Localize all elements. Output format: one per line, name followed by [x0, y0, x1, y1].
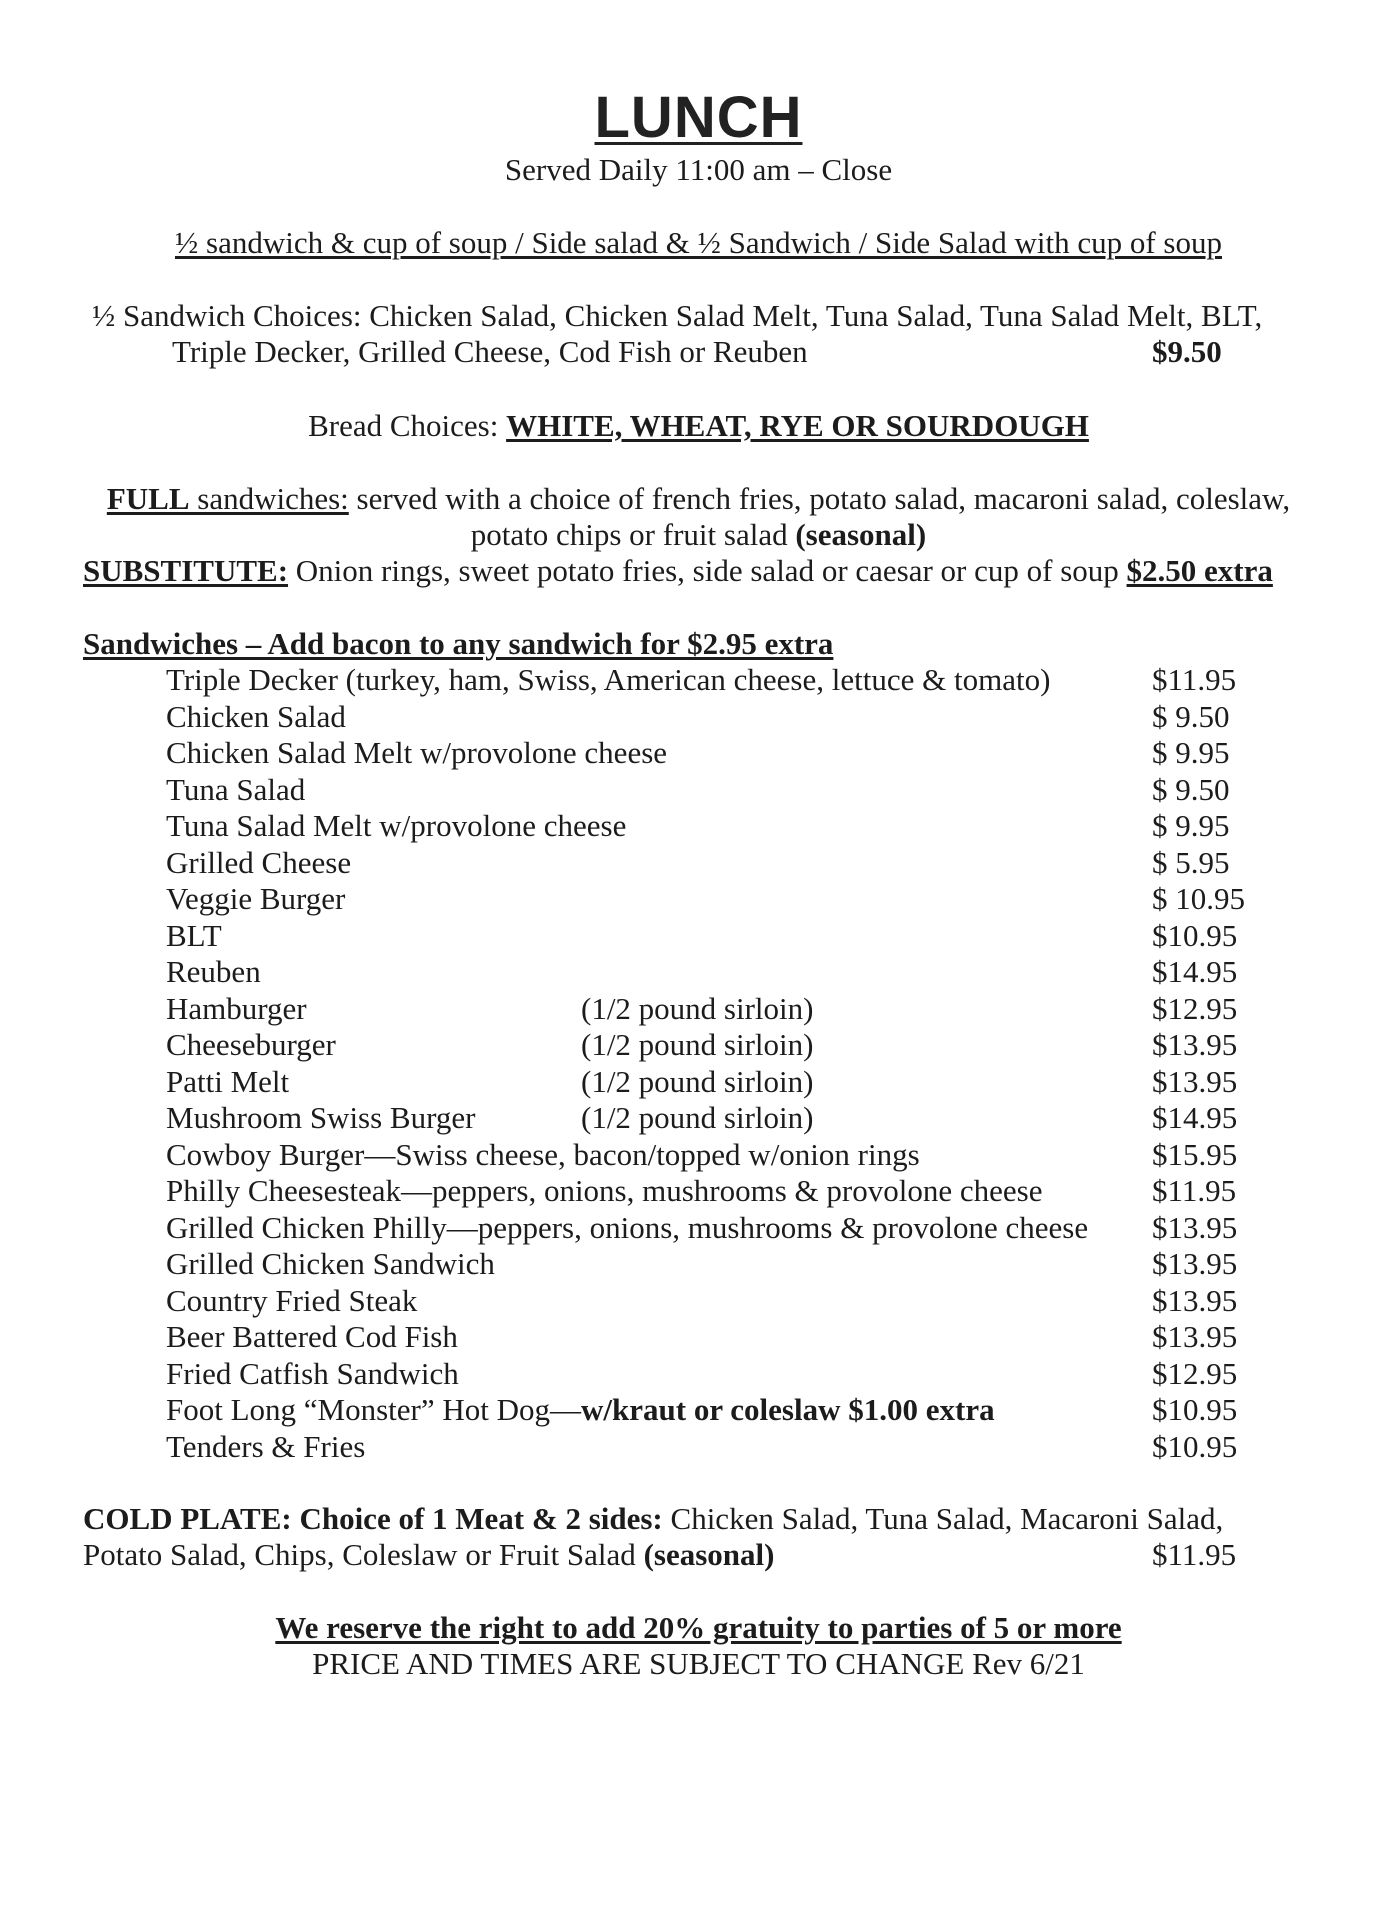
menu-item [166, 1392, 1246, 1428]
menu-item-name: Fried Catfish Sandwich [166, 1355, 459, 1391]
menu-item-price: $ 9.50 [1152, 698, 1230, 734]
half-sandwich-price: $9.50 [1152, 334, 1222, 369]
menu-item [166, 1100, 1246, 1136]
menu-item [166, 772, 1246, 808]
combo-line: ½ sandwich & cup of soup / Side salad & ½ Sandwich / Side Salad with cup of soup [175, 225, 1222, 260]
menu-item-name: Veggie Burger [166, 881, 346, 916]
menu-item [166, 808, 1246, 844]
menu-item-price: $ 9.95 [1152, 808, 1230, 843]
menu-item-price: $10.95 [1152, 917, 1238, 953]
menu-item-name: Cowboy Burger—Swiss cheese, bacon/topped w/onion rings [166, 1136, 920, 1172]
menu-item-price: $11.95 [1152, 662, 1237, 697]
menu-item [166, 954, 1246, 990]
gratuity-notice: We reserve the right to add 20% gratuity to parties of 5 or more [275, 1610, 1122, 1645]
seasonal-note: (seasonal) [795, 517, 927, 552]
menu-item-name: Reuben [166, 954, 261, 989]
menu-item-name: Mushroom Swiss Burger [166, 1100, 476, 1135]
cold-plate-line2: Potato Salad, Chips, Coleslaw or Fruit Salad (seasonal) [83, 1537, 775, 1572]
full-line1-text: served with a choice of french fries, potato salad, macaroni salad, coleslaw, [348, 481, 1291, 516]
full-sandwiches-line1 [0, 481, 1397, 517]
menu-item-name: Country Fried Steak [166, 1282, 418, 1318]
menu-item-price: $ 5.95 [1152, 844, 1230, 880]
disclaimer: PRICE AND TIMES ARE SUBJECT TO CHANGE Rev 6/21 [312, 1646, 1085, 1681]
page-title: LUNCH [594, 85, 803, 150]
menu-item-name: Patti Melt [166, 1063, 290, 1099]
full-label: FULL sandwiches: [106, 481, 349, 516]
menu-item-price: $13.95 [1152, 1027, 1238, 1062]
substitute-price: $2.50 extra [1126, 553, 1273, 588]
sandwiches-header: Sandwiches – Add bacon to any sandwich for $2.95 extra [83, 626, 834, 661]
menu-item-price: $10.95 [1152, 1392, 1238, 1427]
menu-item [166, 1356, 1246, 1392]
bread-choices [0, 408, 1397, 444]
menu-item-note: (1/2 pound sirloin) [581, 1063, 814, 1099]
menu-item-note: (1/2 pound sirloin) [581, 1100, 814, 1135]
menu-item-note: (1/2 pound sirloin) [581, 1027, 814, 1062]
menu-item-name: BLT [166, 917, 222, 953]
menu-item-price: $ 9.50 [1152, 771, 1230, 807]
menu-item [166, 1283, 1246, 1319]
menu-item-price: $13.95 [1152, 1246, 1238, 1281]
menu-item [166, 1246, 1246, 1282]
menu-item-price: $13.95 [1152, 1319, 1238, 1354]
menu-item [166, 881, 1246, 917]
menu-item [166, 1027, 1246, 1063]
menu-item-price: $13.95 [1152, 1282, 1238, 1318]
cold-plate-line1: COLD PLATE: Choice of 1 Meat & 2 sides: Chicken Salad, Tuna Salad, Macaroni Salad, [83, 1501, 1224, 1536]
menu-item-price: $14.95 [1152, 954, 1238, 989]
menu-item [166, 918, 1246, 954]
menu-item-price: $13.95 [1152, 1209, 1238, 1245]
menu-item [166, 699, 1246, 735]
menu-item-note: (1/2 pound sirloin) [581, 990, 814, 1026]
menu-item [166, 1064, 1246, 1100]
menu-item-name: Cheeseburger [166, 1027, 336, 1062]
menu-item-name: Beer Battered Cod Fish [166, 1319, 458, 1354]
gratuity-wrap [0, 1610, 1397, 1646]
menu-item-name: Tuna Salad Melt w/provolone cheese [166, 808, 627, 843]
half-sandwich-line2: Triple Decker, Grilled Cheese, Cod Fish or Reuben [172, 334, 808, 369]
substitute-line [83, 553, 1273, 589]
menu-item-name: Tuna Salad [166, 771, 306, 807]
menu-item [166, 735, 1246, 771]
substitute-label: SUBSTITUTE: [83, 553, 289, 588]
menu-item-price: $ 9.95 [1152, 735, 1230, 770]
menu-item-price: $10.95 [1152, 1428, 1238, 1464]
menu-item-name: Grilled Chicken Philly—peppers, onions, mushrooms & provolone cheese [166, 1209, 1089, 1245]
menu-item [166, 1429, 1246, 1465]
menu-item [166, 1319, 1246, 1355]
menu-item-price: $12.95 [1152, 990, 1238, 1026]
menu-item-name: Hamburger [166, 990, 307, 1026]
menu-item-price: $15.95 [1152, 1136, 1238, 1172]
menu-item-price: $13.95 [1152, 1063, 1238, 1099]
page-title-wrap [0, 84, 1397, 151]
menu-item-name: Philly Cheesesteak—peppers, onions, mushrooms & provolone cheese [166, 1173, 1043, 1208]
menu-item [166, 1210, 1246, 1246]
bread-label: Bread Choices: [308, 408, 507, 443]
menu-item-price: $ 10.95 [1152, 881, 1245, 916]
menu-item-price: $11.95 [1152, 1173, 1237, 1208]
menu-item-extra: w/kraut or coleslaw $1.00 extra [581, 1392, 995, 1427]
combo-line-wrap [0, 225, 1397, 261]
hours-text: Served Daily 11:00 am – Close [504, 152, 893, 187]
substitute-text: Onion rings, sweet potato fries, side salad or caesar or cup of soup [288, 553, 1127, 588]
menu-item [166, 845, 1246, 881]
cold-plate-price: $11.95 [1152, 1537, 1237, 1572]
menu-item-name: Grilled Cheese [166, 844, 352, 880]
menu-item [166, 662, 1246, 698]
menu-item [166, 1137, 1246, 1173]
menu-item-price: $14.95 [1152, 1100, 1238, 1135]
menu-item-price: $12.95 [1152, 1355, 1238, 1391]
half-sandwich-line1: ½ Sandwich Choices: Chicken Salad, Chicken Salad Melt, Tuna Salad, Tuna Salad Melt, BLT, [92, 298, 1263, 333]
menu-item-name: Chicken Salad [166, 698, 346, 734]
menu-item-name: Foot Long “Monster” Hot Dog—w/kraut or coleslaw $1.00 extra [166, 1392, 995, 1427]
menu-item [166, 991, 1246, 1027]
full-sandwiches-line2: potato chips or fruit salad (seasonal) [470, 517, 927, 552]
menu-item-name: Chicken Salad Melt w/provolone cheese [166, 735, 668, 770]
menu-item [166, 1173, 1246, 1209]
menu-item-name: Triple Decker (turkey, ham, Swiss, American cheese, lettuce & tomato) [166, 662, 1051, 697]
cold-plate-seasonal: (seasonal) [643, 1537, 775, 1572]
menu-item-name: Grilled Chicken Sandwich [166, 1246, 495, 1281]
bread-options: WHITE, WHEAT, RYE OR SOURDOUGH [506, 408, 1089, 443]
menu-item-name: Tenders & Fries [166, 1428, 366, 1464]
cold-plate-label: COLD PLATE: Choice of 1 Meat & 2 sides: [83, 1501, 663, 1536]
